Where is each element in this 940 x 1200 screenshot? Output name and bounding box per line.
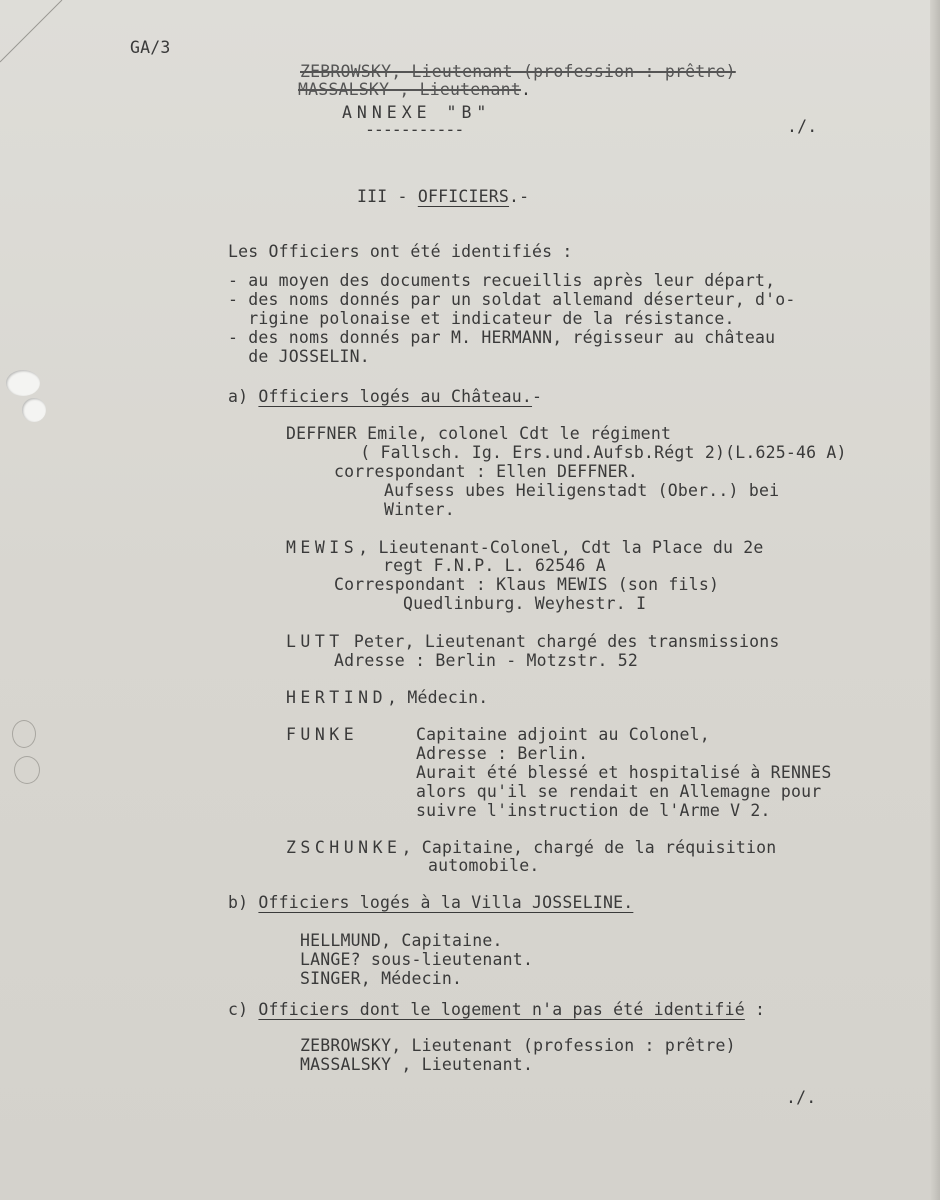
continued-mark-bottom: ./. xyxy=(786,1088,817,1107)
document-reference: GA/3 xyxy=(130,38,171,57)
bullet-line: de JOSSELIN. xyxy=(228,347,370,366)
section-b-heading xyxy=(228,893,633,912)
annexe-underline: ----------- xyxy=(365,120,464,139)
struck-line-dot: . xyxy=(520,80,532,99)
zschunke-line-2: automobile. xyxy=(428,856,540,875)
section-a-suffix: - xyxy=(532,387,543,406)
section-a-title: Officiers logés au Château. xyxy=(258,387,533,406)
villa-officer: SINGER, Médecin. xyxy=(300,969,463,988)
section-heading-title: OFFICIERS xyxy=(417,187,510,206)
page-fold-mark xyxy=(0,0,80,80)
struck-line-2-wrap xyxy=(298,80,531,99)
funke-line: Aurait été blessé et hospitalisé à RENNES xyxy=(416,763,832,782)
hertind-rank: , Médecin. xyxy=(387,688,489,707)
punch-hole-ring xyxy=(12,720,36,748)
mewis-line-1 xyxy=(286,538,764,557)
deffner-line: ( Fallsch. Ig. Ers.und.Aufsb.Régt 2)(L.625-46 A) xyxy=(340,443,847,462)
punch-hole-ring xyxy=(14,756,40,784)
funke-line: Adresse : Berlin. xyxy=(416,744,589,763)
deffner-line: DEFFNER Emile, colonel Cdt le régiment xyxy=(286,424,672,443)
deffner-line: Aufsess ubes Heiligenstadt (Ober..) bei xyxy=(384,481,780,500)
struck-line: ZEBROWSKY, Lieutenant (profession : prêtre) xyxy=(300,62,736,81)
intro-line: Les Officiers ont été identifiés : xyxy=(228,242,573,261)
unknown-officer: MASSALSKY , Lieutenant. xyxy=(300,1055,534,1074)
bullet-line: - des noms donnés par un soldat allemand déserteur, d'o- xyxy=(228,290,796,309)
villa-officer: HELLMUND, Capitaine. xyxy=(300,931,503,950)
section-b-title: Officiers logés à la Villa JOSSELINE. xyxy=(258,893,634,912)
hertind-line xyxy=(286,688,488,707)
zschunke-rank: , Capitaine, chargé de la réquisition xyxy=(401,838,777,857)
punch-hole xyxy=(22,398,46,422)
mewis-line-2: regt F.N.P. L. 62546 A xyxy=(383,556,606,575)
section-c-title: Officiers dont le logement n'a pas été identifié xyxy=(258,1000,745,1019)
struck-line-2: MASSALSKY , Lieutenant xyxy=(298,80,521,99)
funke-line: Capitaine adjoint au Colonel, xyxy=(416,725,710,744)
lutt-line-2: Adresse : Berlin - Motzstr. 52 xyxy=(334,651,639,670)
zschunke-name: ZSCHUNKE xyxy=(286,838,402,857)
section-c-suffix: : xyxy=(744,1000,766,1019)
mewis-line-3: Correspondant : Klaus MEWIS (son fils) xyxy=(334,575,720,594)
continued-mark-top: ./. xyxy=(787,117,818,136)
funke-name: FUNKE xyxy=(286,725,359,744)
hertind-name: HERTIND xyxy=(286,688,388,707)
punch-hole xyxy=(6,370,40,396)
section-b-prefix: b) xyxy=(228,893,259,912)
section-heading xyxy=(357,187,529,206)
funke-name-wrap xyxy=(286,725,358,744)
mewis-rank: , Lieutenant-Colonel, Cdt la Place du 2e xyxy=(358,538,764,557)
page-edge-shadow xyxy=(930,0,940,1200)
bullet-line: rigine polonaise et indicateur de la résistance. xyxy=(228,309,735,328)
deffner-line: Winter. xyxy=(384,500,455,519)
annexe-title: ANNEXE "B" xyxy=(342,103,492,122)
funke-line: alors qu'il se rendait en Allemagne pour xyxy=(416,782,822,801)
section-a-heading xyxy=(228,387,542,406)
mewis-name: MEWIS xyxy=(286,538,359,557)
funke-line: suivre l'instruction de l'Arme V 2. xyxy=(416,801,771,820)
bullet-line: - au moyen des documents recueillis après leur départ, xyxy=(228,271,776,290)
lutt-line-1 xyxy=(286,632,780,651)
section-heading-prefix: III - xyxy=(357,187,418,206)
deffner-line: correspondant : Ellen DEFFNER. xyxy=(334,462,639,481)
section-heading-suffix: .- xyxy=(509,187,530,206)
section-c-prefix: c) xyxy=(228,1000,259,1019)
villa-officer: LANGE? sous-lieutenant. xyxy=(300,950,534,969)
lutt-name: LUTT xyxy=(286,632,344,651)
zschunke-line-1 xyxy=(286,838,776,857)
section-c-heading xyxy=(228,1000,765,1019)
mewis-line-4: Quedlinburg. Weyhestr. I xyxy=(403,594,647,613)
unknown-officer: ZEBROWSKY, Lieutenant (profession : prêtre) xyxy=(300,1036,736,1055)
lutt-rank: Peter, Lieutenant chargé des transmissions xyxy=(343,632,780,651)
bullet-line: - des noms donnés par M. HERMANN, régisseur au château xyxy=(228,328,776,347)
section-a-prefix: a) xyxy=(228,387,259,406)
